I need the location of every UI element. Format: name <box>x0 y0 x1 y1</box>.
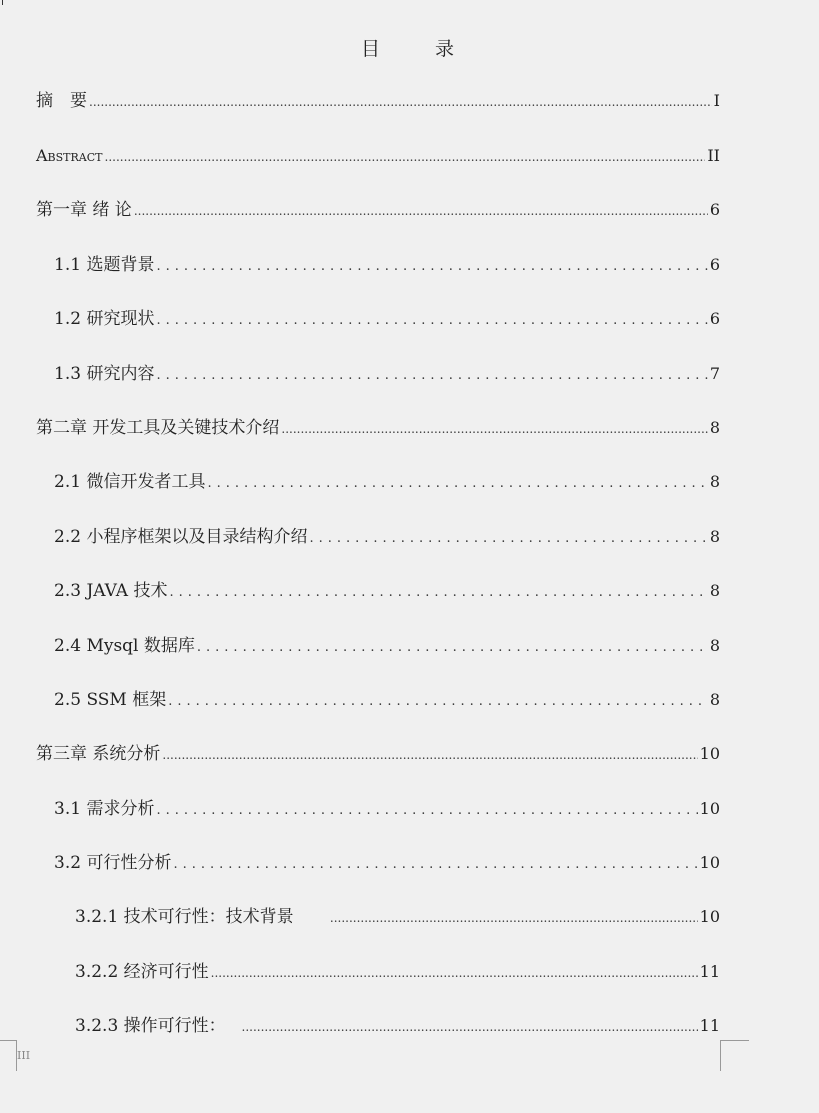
toc-entry-page: I <box>713 91 720 110</box>
toc-entry-page: 10 <box>699 907 720 926</box>
toc-entry-2-5[interactable] <box>54 689 720 713</box>
toc-entry-page: 8 <box>709 690 720 709</box>
crop-mark-right <box>720 1040 749 1071</box>
dot-leader <box>168 691 708 713</box>
toc-entry-chapter-3[interactable] <box>36 743 720 766</box>
toc-entry-3-2-1[interactable] <box>75 906 720 929</box>
toc-entry-1-3[interactable] <box>54 363 720 387</box>
toc-entry-abstract-en[interactable] <box>36 145 720 168</box>
dot-leader <box>156 256 707 278</box>
toc-entry-page: 6 <box>709 309 720 328</box>
toc-entry-page: 11 <box>699 962 720 981</box>
page-corner-mark <box>2 0 3 5</box>
toc-entry-2-3[interactable] <box>54 580 720 604</box>
dot-leader <box>309 528 707 550</box>
toc-entry-page: 8 <box>709 636 720 655</box>
toc-entry-page: 10 <box>699 853 720 872</box>
dot-leader <box>211 962 698 984</box>
toc-entry-3-2[interactable] <box>54 852 720 876</box>
toc-entry-1-1[interactable] <box>54 254 720 278</box>
toc-entry-label: 2.1 微信开发者工具 <box>54 472 206 492</box>
toc-entry-label: 3.2 可行性分析 <box>54 853 172 873</box>
toc-entry-page: 8 <box>709 581 720 600</box>
toc-entry-page: 6 <box>709 255 720 274</box>
dot-leader <box>330 907 698 929</box>
dot-leader <box>242 1016 698 1038</box>
toc-entry-label: 第三章 系统分析 <box>36 744 161 764</box>
toc-entry-page: 10 <box>699 744 720 763</box>
dot-leader <box>281 418 707 440</box>
dot-leader <box>105 146 706 168</box>
toc-entry-page: II <box>707 146 720 165</box>
toc-entry-label: 第一章 绪 论 <box>36 200 132 220</box>
footer-page-number: III <box>17 1049 31 1062</box>
toc-entry-page: 7 <box>709 364 720 383</box>
toc-entry-label: 3.2.1 技术可行性：技术背景 <box>75 907 294 927</box>
toc-entry-label: Abstract <box>36 146 103 165</box>
toc-entry-page: 10 <box>699 799 720 818</box>
dot-leader <box>89 91 712 113</box>
toc-title: 目 录 <box>360 38 472 60</box>
toc-entry-page: 8 <box>709 527 720 546</box>
dot-leader <box>156 365 707 387</box>
toc-entry-label: 2.5 SSM 框架 <box>54 690 167 710</box>
toc-entry-page: 8 <box>709 418 720 437</box>
toc-entry-label: 摘 要 <box>36 91 87 111</box>
dot-leader <box>156 310 707 332</box>
dot-leader <box>156 800 697 822</box>
toc-entry-3-1[interactable] <box>54 798 720 822</box>
toc-entry-chapter-1[interactable] <box>36 199 720 222</box>
toc-entry-label: 2.2 小程序框架以及目录结构介绍 <box>54 527 308 547</box>
toc-entry-page: 11 <box>699 1016 720 1035</box>
toc-entry-label: 3.2.3 操作可行性： <box>75 1016 226 1036</box>
crop-mark-left <box>0 1040 17 1071</box>
toc-entry-label: 1.3 研究内容 <box>54 364 155 384</box>
toc-entry-label: 1.1 选题背景 <box>54 255 155 275</box>
toc-entry-label: 1.2 研究现状 <box>54 309 155 329</box>
dot-leader <box>170 582 708 604</box>
toc-entry-3-2-3[interactable] <box>75 1015 720 1038</box>
toc-entry-label: 3.1 需求分析 <box>54 799 155 819</box>
dot-leader <box>207 473 707 495</box>
toc-entry-abstract-cn[interactable] <box>36 90 720 113</box>
toc-entry-label: 第二章 开发工具及关键技术介绍 <box>36 418 280 438</box>
toc-entry-chapter-2[interactable] <box>36 417 720 440</box>
toc-entry-2-4[interactable] <box>54 635 720 659</box>
toc-entry-label: 3.2.2 经济可行性 <box>75 962 209 982</box>
toc-entry-1-2[interactable] <box>54 308 720 332</box>
toc-entry-label: 2.4 Mysql 数据库 <box>54 636 195 656</box>
toc-entry-page: 8 <box>709 472 720 491</box>
dot-leader <box>173 854 697 876</box>
toc-entry-2-2[interactable] <box>54 526 720 550</box>
dot-leader <box>162 744 697 766</box>
toc-entry-3-2-2[interactable] <box>75 961 720 984</box>
toc-entry-page: 6 <box>709 200 720 219</box>
toc-entry-label: 2.3 JAVA 技术 <box>54 581 168 601</box>
dot-leader <box>197 637 708 659</box>
toc-entry-2-1[interactable] <box>54 471 720 495</box>
dot-leader <box>134 200 708 222</box>
